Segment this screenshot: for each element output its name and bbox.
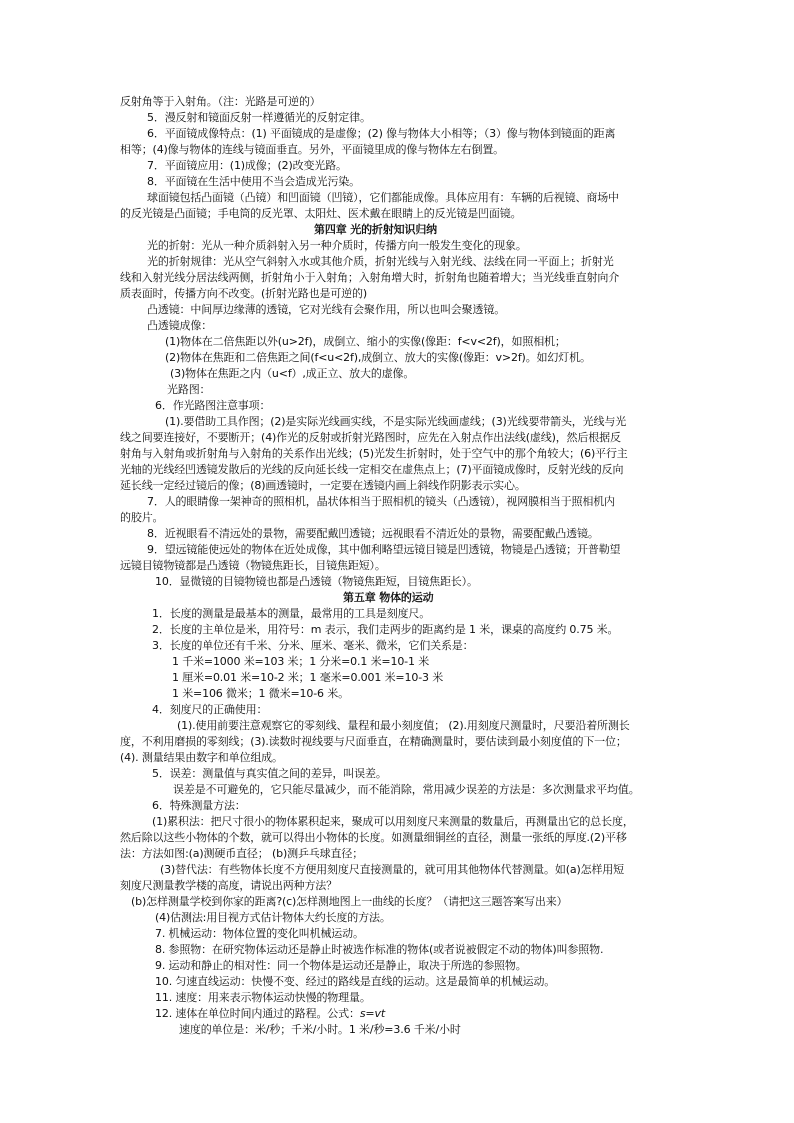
text-line: 线之间要连接好，不要断开；(4)作光的反射或折射光路图时，应先在入射点作出法线(虚线)，然后根据反 [120, 431, 621, 444]
text-segment: 12. 速体在单位时间内通过的路程。公式： [155, 1007, 360, 1020]
text-line: (1)物体在二倍焦距以外(u>2f)，成倒立、缩小的实像(像距：f<v<2f)，如照相机； [165, 335, 566, 348]
text-line: (2)物体在焦距和二倍焦距之间(f<u<2f),成倒立、放大的实像(像距：v>2f)。如幻灯机。 [165, 351, 591, 364]
text-line: 4．刻度尺的正确使用： [152, 703, 268, 716]
text-line: (4)估测法:用目视方式估计物体大约长度的方法。 [155, 911, 391, 924]
text-line: (3)替代法：有些物体长度不方便用刻度尺直接测量的，就可用其他物体代替测量。如(a)怎样用短 [160, 863, 625, 876]
text-line: 10．显微镜的目镜物镜也都是凸透镜（物镜焦距短，目镜焦距长）。 [155, 575, 478, 588]
text-line: 法：方法如图:(a)测硬币直径； (b)测乒乓球直径； [120, 847, 364, 860]
text-line: 9．望远镜能使远处的物体在近处成像，其中伽利略望远镜目镜是凹透镜，物镜是凸透镜；开普勒望 [147, 543, 621, 556]
text-line: (1).要借助工具作图；(2)是实际光线画实线，不是实际光线画虚线；(3)光线要带箭头，光线与光 [165, 415, 627, 428]
text-line: 11. 速度：用来表示物体运动快慢的物理量。 [155, 991, 371, 1004]
chapter-heading: 第四章 光的折射知识归纳 [314, 223, 438, 236]
text-line: 然后除以这些小物体的个数，就可以得出小物体的长度。如测量细铜丝的直径，测量一张纸的厚度.(2)平移 [120, 831, 627, 844]
text-line: 8．平面镜在生活中使用不当会造成光污染。 [147, 175, 360, 188]
text-line: 远镜目镜物镜都是凸透镜（物镜焦距长，目镜焦距短）。 [120, 559, 386, 572]
text-line: 6．作光路图注意事项： [155, 399, 271, 412]
text-line: 2．长度的主单位是米，用符号：m 表示，我们走两步的距离约是 1 米，课桌的高度约 0.75 米。 [152, 623, 619, 636]
text-line: 延长线一定经过镜后的像；(8)画透镜时，一定要在透镜内画上斜线作阴影表示实心。 [120, 479, 526, 492]
text-line: 5．误差：测量值与真实值之间的差异，叫误差。 [152, 767, 387, 780]
text-line: (3)物体在焦距之内（u<f）,成正立、放大的虚像。 [170, 367, 415, 380]
text-line: 的胶片。 [120, 511, 164, 524]
text-line: 9. 运动和静止的相对性：同一个物体是运动还是静止，取决于所选的参照物。 [155, 959, 527, 972]
text-line: 的反光镜是凸面镜；手电筒的反光罩、太阳灶、医术戴在眼睛上的反光镜是凹面镜。 [120, 207, 522, 220]
chapter-heading: 第五章 物体的运动 [343, 591, 434, 604]
text-line: 相等；(4)像与物体的连线与镜面垂直。另外，平面镜里成的像与物体左右倒置。 [120, 143, 505, 156]
text-line: 1．长度的测量是最基本的测量，最常用的工具是刻度尺。 [152, 607, 431, 620]
text-line: 光的折射规律：光从空气斜射入水或其他介质，折射光线与入射光线、法线在同一平面上；折射光 [147, 255, 614, 268]
text-line: 射角与入射角或折射角与入射角的关系作出光线；(5)光发生折射时，处于空气中的那个角较大；(6)平行主 [120, 447, 628, 460]
text-line: 光轴的光线经凹透镜发散后的光线的反向延长线一定相交在虚焦点上；(7)平面镜成像时，反射光线的反向 [120, 463, 624, 476]
text-line: (b)怎样测量学校到你家的距离?(c)怎样测地图上一曲线的长度？（请把这三题答案写出来） [131, 895, 568, 908]
text-line [155, 1006, 385, 1022]
text-line: 8．近视眼看不清远处的景物，需要配戴凹透镜；远视眼看不清近处的景物，需要配戴凸透镜。 [147, 527, 599, 540]
text-line: 刻度尺测量教学楼的高度，请说出两种方法？ [120, 879, 337, 892]
text-line: 度，不利用磨损的零刻线；(3).读数时视线要与尺面垂直，在精确测量时，要估读到最小刻度值的下一位； [120, 735, 627, 748]
text-line: (4). 测量结果由数字和单位组成。 [120, 751, 283, 764]
text-line: 速度的单位是：米/秒；千米/小时。1 米/秒=3.6 千米/小时 [179, 1023, 461, 1036]
text-line: 球面镜包括凸面镜（凸镜）和凹面镜（凹镜），它们都能成像。具体应用有：车辆的后视镜、商场中 [147, 191, 619, 204]
text-line: 1 千米=1000 米=103 米；1 分米=0.1 米=10-1 米 [172, 655, 430, 668]
text-line: 5．漫反射和镜面反射一样遵循光的反射定律。 [147, 111, 371, 124]
text-line: 6．平面镜成像特点：(1) 平面镜成的是虚像；(2) 像与物体大小相等；（3）像与物体到镜面的距离 [147, 127, 616, 140]
text-line: 7．平面镜应用：(1)成像；(2)改变光路。 [147, 159, 347, 172]
text-line: 线和入射光线分居法线两侧，折射角小于入射角；入射角增大时，折射角也随着增大；当光线垂直射向介 [120, 271, 620, 284]
text-line: (1)累积法：把尺寸很小的物体累积起来，聚成可以用刻度尺来测量的数量后，再测量出它的总长度， [152, 815, 634, 828]
text-line: 7．人的眼睛像一架神奇的照相机，晶状体相当于照相机的镜头（凸透镜），视网膜相当于照相机内 [147, 495, 615, 508]
text-line: (1).使用前要注意观察它的零刻线、量程和最小刻度值； (2).用刻度尺测量时，尺要沿着所测长 [177, 719, 630, 732]
text-line: 3．长度的单位还有千米、分米、厘米、毫米、微米，它们关系是： [152, 639, 474, 652]
text-line: 10. 匀速直线运动：快慢不变、经过的路线是直线的运动。这是最简单的机械运动。 [155, 975, 556, 988]
text-line: 1 米=106 微米；1 微米=10-6 米。 [172, 687, 349, 700]
text-line: 6．特殊测量方法： [152, 799, 246, 812]
text-line: 光路图： [167, 383, 211, 396]
formula: s=vt [359, 1007, 386, 1020]
text-line: 1 厘米=0.01 米=10-2 米；1 毫米=0.001 米=10-3 米 [172, 671, 444, 684]
text-line: 7. 机械运动：物体位置的变化叫机械运动。 [155, 927, 364, 940]
text-line: 凸透镜：中间厚边缘薄的透镜，它对光线有会聚作用，所以也叫会聚透镜。 [147, 303, 506, 316]
text-line: 凸透镜成像： [147, 319, 213, 332]
text-line: 反射角等于入射角。（注：光路是可逆的） [120, 95, 321, 108]
text-line: 质表面时，传播方向不改变。(折射光路也是可逆的) [120, 287, 367, 300]
text-line: 8. 参照物：在研究物体运动还是静止时被选作标准的物体(或者说被假定不动的物体)叫参照物. [155, 943, 604, 956]
text-line: 光的折射：光从一种介质斜射入另一种介质时，传播方向一般发生变化的现象。 [147, 239, 527, 252]
text-line: 误差是不可避免的，它只能尽量减少，而不能消除，常用减少误差的方法是：多次测量求平均值。 [173, 783, 640, 796]
